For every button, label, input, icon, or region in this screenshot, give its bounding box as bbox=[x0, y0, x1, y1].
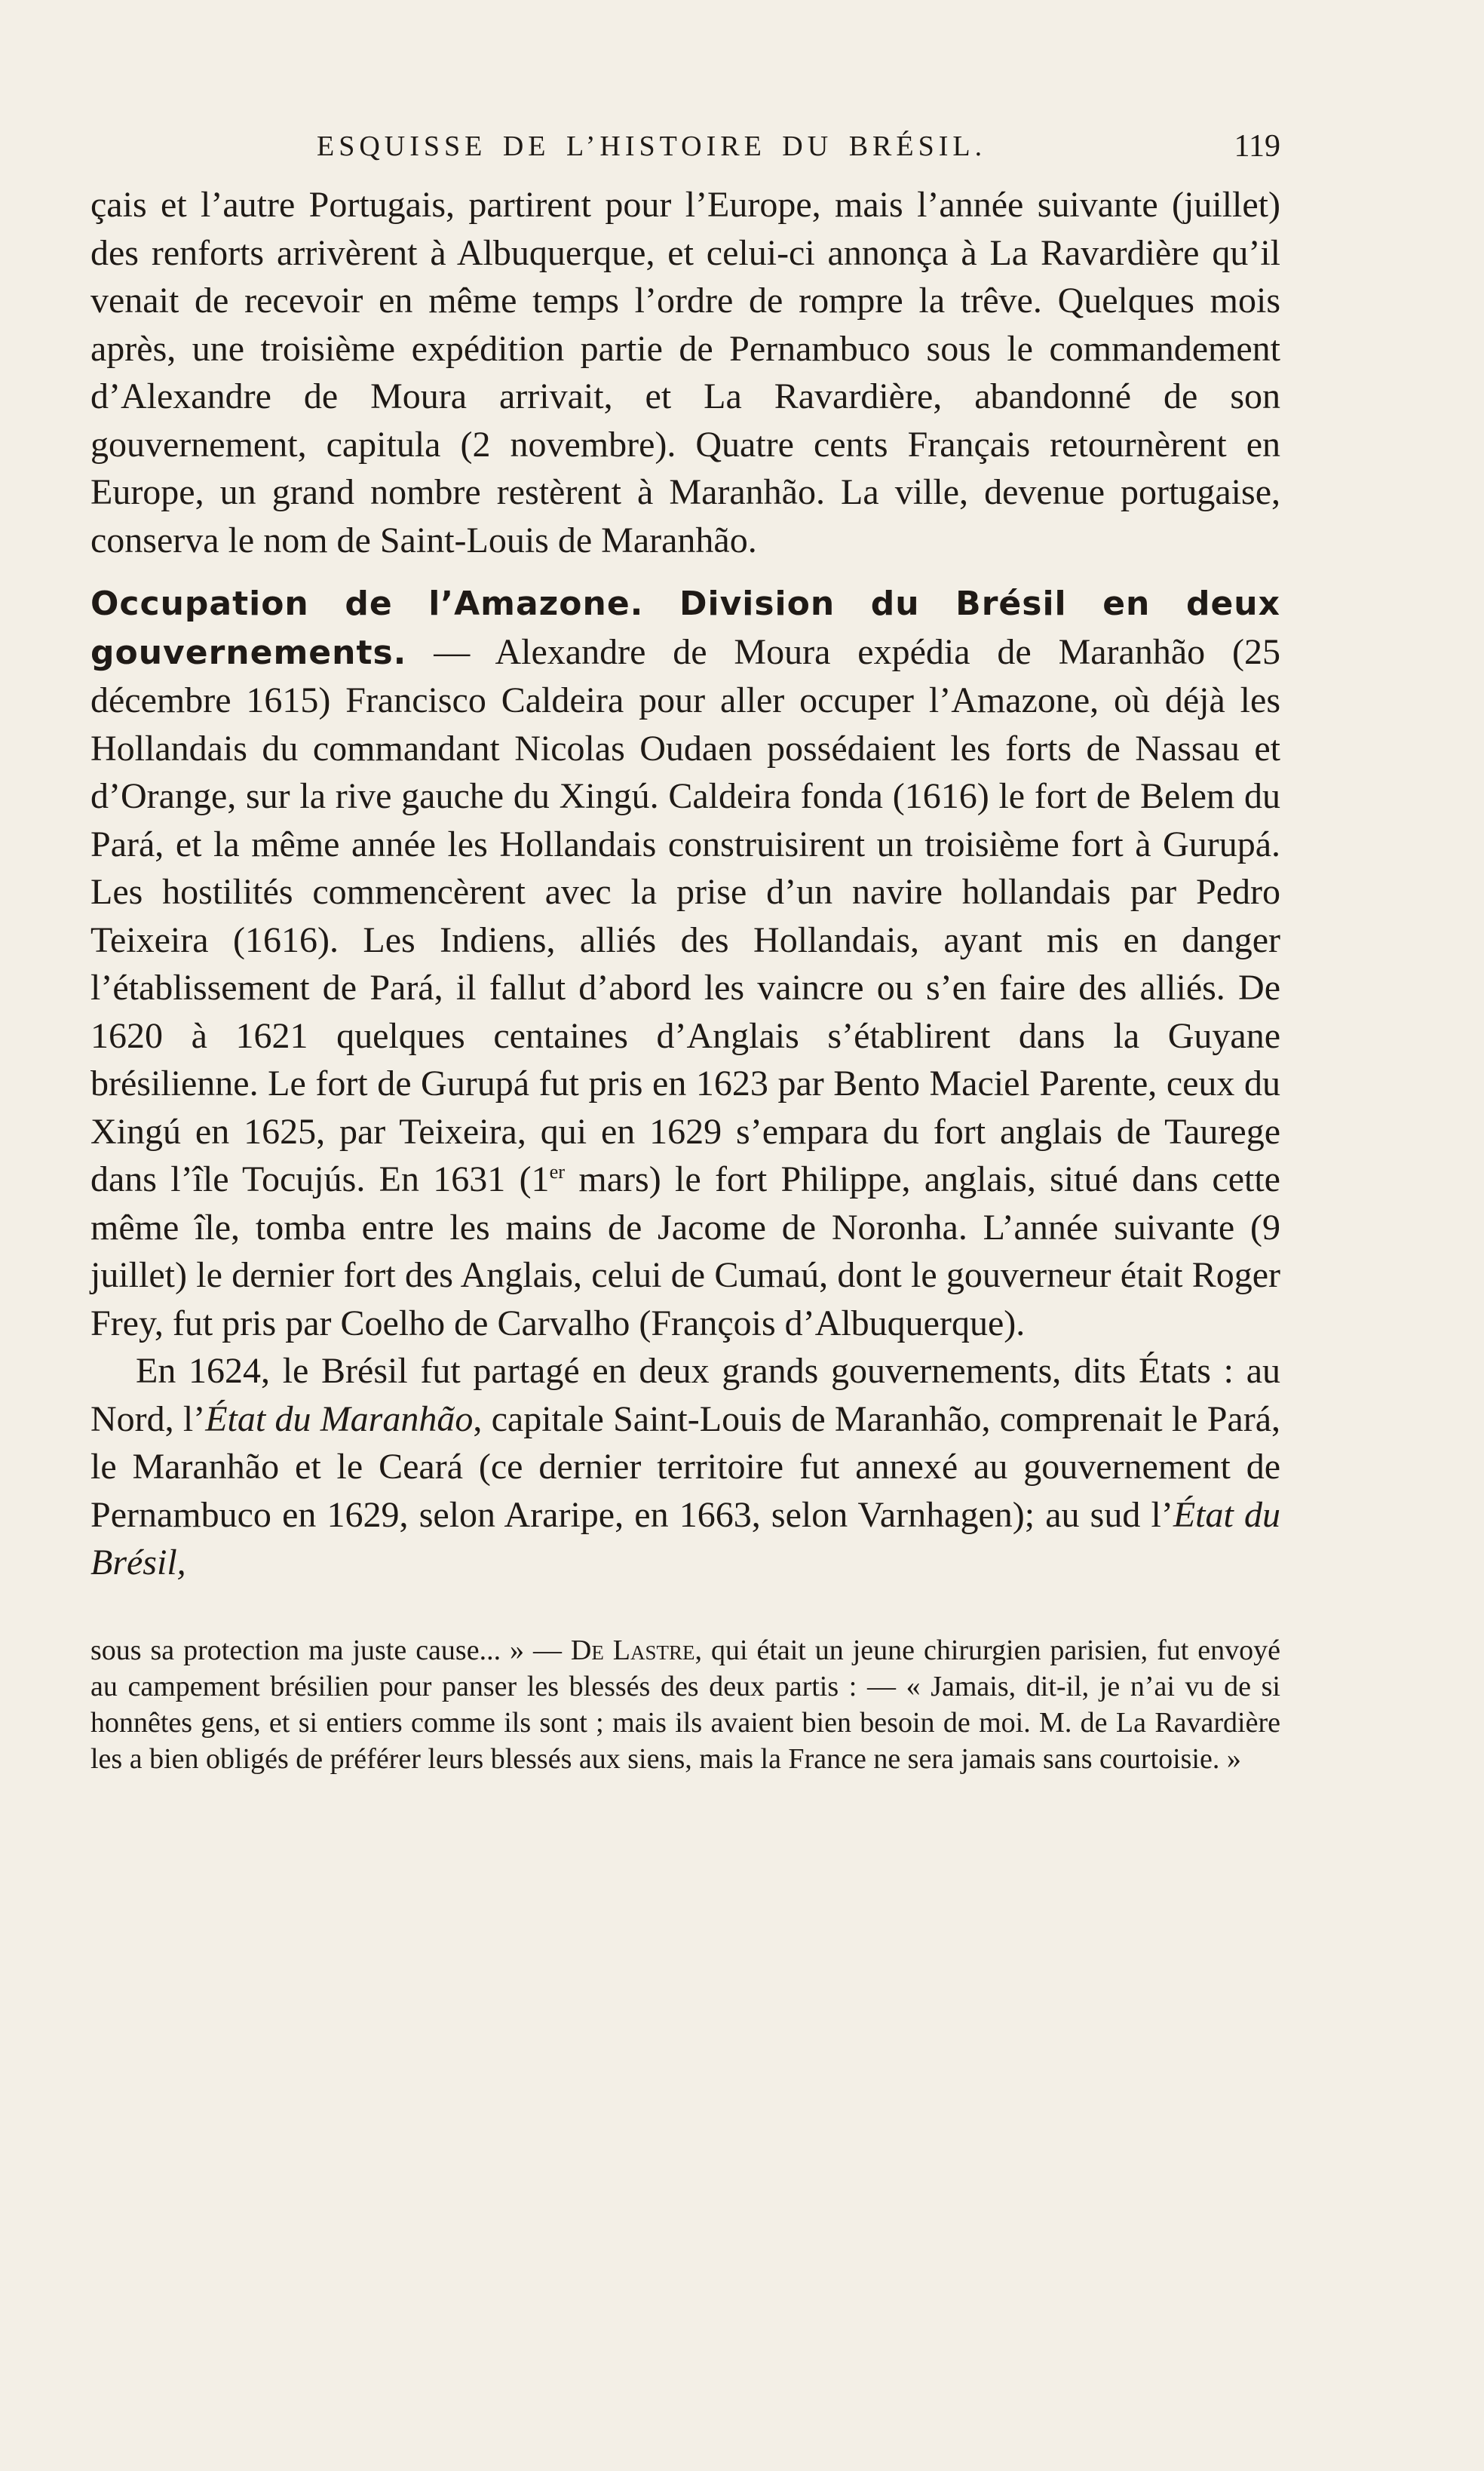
italic-text: État du Maranhão bbox=[205, 1398, 474, 1439]
section-title: Occupation de l’Amazone. Division du Brésil en deux gouvernements. bbox=[90, 585, 1280, 672]
paragraph-amazone bbox=[90, 579, 1280, 1347]
paragraph-text: En 1624, le Brésil fut partagé en deux grands gouvernements, dits États : au Nord, l’ bbox=[90, 1351, 1280, 1439]
body-text bbox=[90, 181, 1280, 1587]
footnote bbox=[90, 1632, 1280, 1777]
footnote-text: , qui était un jeune chirurgien parisien, fut envoyé au campement brésilien pour panser les blessés des deux partis : — « Jamais, dit-il, je n’ai vu de si honnêtes gens, et si entiers comme ils sont ; mais ils avaient bien besoin de moi. M. de La Ravardière les a bien obligés de préférer leurs blessés aux siens, mais la France ne sera jamais sans courtoisie. » bbox=[90, 1634, 1281, 1775]
footnote-text: sous sa protection ma juste cause... » — bbox=[90, 1634, 571, 1666]
paragraph-continued: çais et l’autre Portugais, partirent pour l’Europe, mais l’année suivante (juillet) des renforts arrivèrent à Albuquerque, et celui-ci annonça à La Ravardière qu’il venait de recevoir en même temps l’ordre de rompre la trêve. Quelques mois après, une troisième expédition partie de Pernambuco sous le commandement d’Alexandre de Moura arrivait, et La Ravardière, abandonné de son gouvernement, capitula (2 novembre). Quatre cents Français retournèrent en Europe, un grand nombre restèrent à Maranhão. La ville, devenue portugaise, conserva le nom de Saint-Louis de Maranhão. bbox=[90, 185, 1280, 560]
page-header bbox=[90, 121, 1280, 181]
running-head: ESQUISSE DE L’HISTOIRE DU BRÉSIL. bbox=[317, 130, 987, 162]
superscript: er bbox=[549, 1160, 566, 1183]
paragraph-text: — Alexandre de Moura expédia de Maranhão (25 décembre 1615) Francisco Caldeira pour aller occuper l’Amazone, où déjà les Hollandais du commandant Nicolas Oudaen possédaient les forts de Nassau et d’Orange, sur la rive gauche du Xingú. Caldeira fonda (1616) le fort de Belem du Pará, et la même année les Hollandais construisirent un troisième fort à Gurupá. Les hostilités commencèrent avec la prise d’un navire hollandais par Pedro Teixeira (1616). Les Indiens, alliés des Hollandais, ayant mis en danger l’établissement de Pará, il fallut d’abord les vaincre ou s’en faire des alliés. De 1620 à 1621 quelques centaines d’Anglais s’établirent dans la Guyane brésilienne. Le fort de Gurupá fut pris en 1623 par Bento Maciel Parente, ceux du Xingú en 1625, par Teixeira, qui en 1629 s’empara du fort anglais de Taurege dans l’île Tocujús. En 1631 (1 bbox=[90, 631, 1280, 1199]
paragraph-text: , capitale Saint-Louis de Maranhão, comprenait le Pará, le Maranhão et le Ceará (ce dernier territoire fut annexé au gouvernement de Pernambuco en 1629, selon Araripe, en 1663, selon Varnhagen); au sud l’ bbox=[90, 1398, 1281, 1535]
italic-text: État du Brésil, bbox=[90, 1494, 1280, 1582]
paragraph-text: mars) le fort Philippe, anglais, situé dans cette même île, tomba entre les mains de Jacome de Noronha. L’année suivante (9 juillet) le dernier fort des Anglais, celui de Cumaú, dont le gouverneur était Roger Frey, fut pris par Coelho de Carvalho (François d’Albuquerque). bbox=[90, 1159, 1280, 1343]
footnote-author: De Lastre bbox=[570, 1634, 695, 1666]
page-number: 119 bbox=[1234, 129, 1280, 164]
paragraph-gouvernements bbox=[90, 1347, 1280, 1587]
